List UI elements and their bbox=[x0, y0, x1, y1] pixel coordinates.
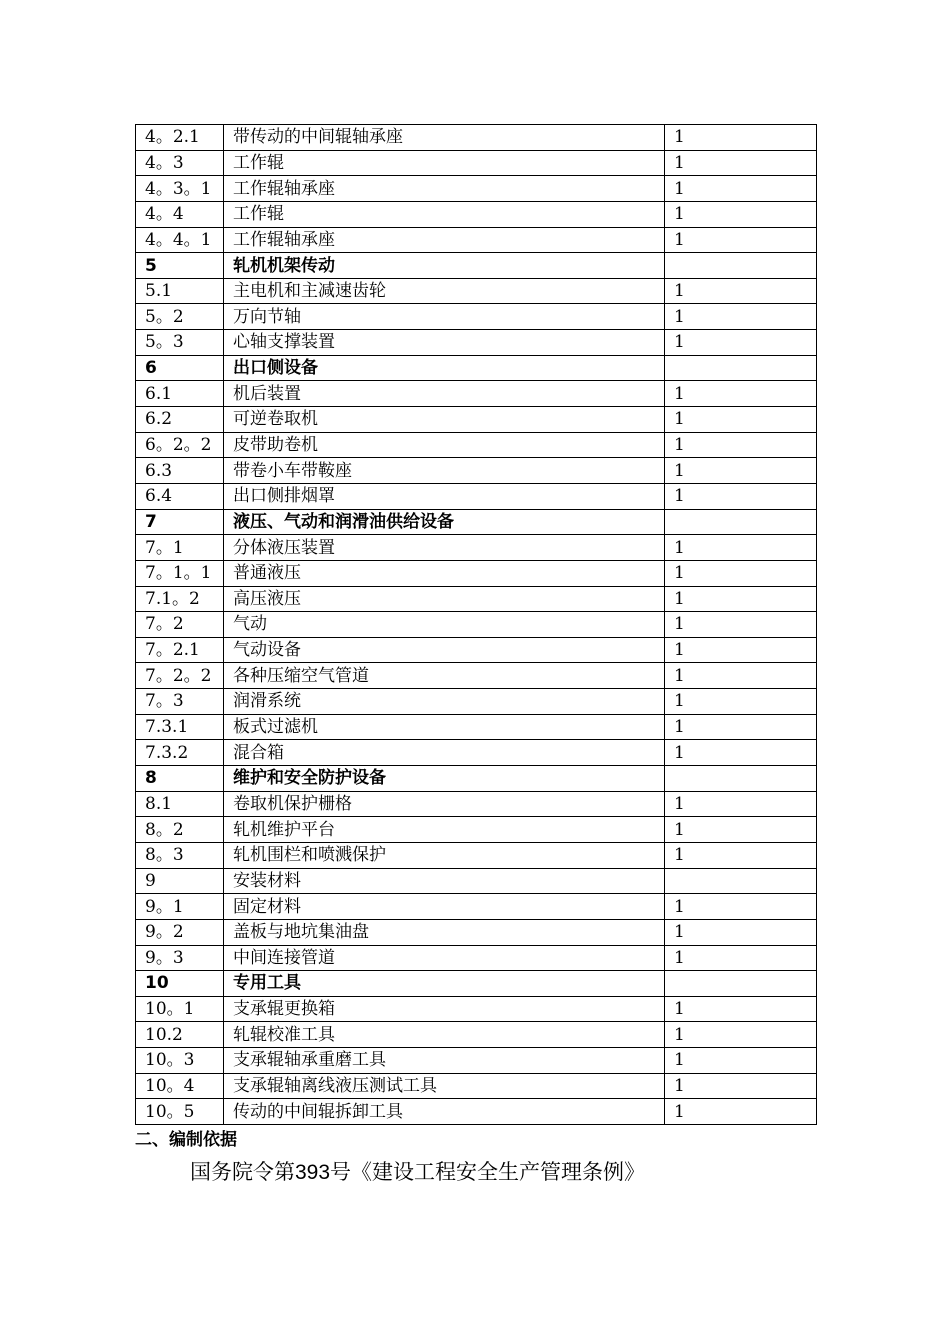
item-quantity-cell: 1 bbox=[665, 407, 817, 433]
item-quantity-cell: 1 bbox=[665, 1022, 817, 1048]
item-name-cell: 轧机维护平台 bbox=[224, 817, 665, 843]
section-heading: 二、编制依据 bbox=[135, 1130, 237, 1150]
item-name-cell: 各种压缩空气管道 bbox=[224, 663, 665, 689]
item-name-cell: 皮带助卷机 bbox=[224, 432, 665, 458]
table-row bbox=[136, 483, 817, 509]
item-quantity-cell: 1 bbox=[665, 714, 817, 740]
item-number-cell: 10 bbox=[136, 971, 224, 997]
item-quantity-cell: 1 bbox=[665, 842, 817, 868]
item-quantity-cell: 1 bbox=[665, 330, 817, 356]
table-row bbox=[136, 1022, 817, 1048]
item-number-cell: 7。1。1 bbox=[136, 560, 224, 586]
item-number-cell: 4。2.1 bbox=[136, 125, 224, 151]
table-row bbox=[136, 868, 817, 894]
item-name-cell: 普通液压 bbox=[224, 560, 665, 586]
table-row bbox=[136, 125, 817, 151]
item-quantity-cell: 1 bbox=[665, 227, 817, 253]
item-number-cell: 5。3 bbox=[136, 330, 224, 356]
item-quantity-cell bbox=[665, 766, 817, 792]
item-name-cell: 液压、气动和润滑油供给设备 bbox=[224, 509, 665, 535]
item-name-cell: 可逆卷取机 bbox=[224, 407, 665, 433]
item-quantity-cell: 1 bbox=[665, 612, 817, 638]
item-name-cell: 中间连接管道 bbox=[224, 945, 665, 971]
table-row bbox=[136, 637, 817, 663]
item-name-cell: 气动设备 bbox=[224, 637, 665, 663]
table-row bbox=[136, 304, 817, 330]
item-quantity-cell bbox=[665, 868, 817, 894]
item-quantity-cell: 1 bbox=[665, 689, 817, 715]
item-name-cell: 工作辊轴承座 bbox=[224, 227, 665, 253]
item-quantity-cell: 1 bbox=[665, 791, 817, 817]
item-quantity-cell: 1 bbox=[665, 637, 817, 663]
item-name-cell: 混合箱 bbox=[224, 740, 665, 766]
item-number-cell: 5。2 bbox=[136, 304, 224, 330]
table-row bbox=[136, 663, 817, 689]
item-quantity-cell: 1 bbox=[665, 483, 817, 509]
item-number-cell: 8.1 bbox=[136, 791, 224, 817]
table-row bbox=[136, 945, 817, 971]
item-number-cell: 9。1 bbox=[136, 894, 224, 920]
item-number-cell: 8。2 bbox=[136, 817, 224, 843]
item-number-cell: 8 bbox=[136, 766, 224, 792]
table-row bbox=[136, 150, 817, 176]
table-row bbox=[136, 560, 817, 586]
item-number-cell: 6.4 bbox=[136, 483, 224, 509]
item-number-cell: 10。1 bbox=[136, 996, 224, 1022]
item-number-cell: 6。2。2 bbox=[136, 432, 224, 458]
item-number-cell: 5 bbox=[136, 253, 224, 279]
item-name-cell: 心轴支撑装置 bbox=[224, 330, 665, 356]
item-quantity-cell bbox=[665, 971, 817, 997]
item-number-cell: 6.2 bbox=[136, 407, 224, 433]
item-name-cell: 主电机和主减速齿轮 bbox=[224, 278, 665, 304]
equipment-table bbox=[135, 124, 817, 1125]
item-name-cell: 工作辊轴承座 bbox=[224, 176, 665, 202]
item-quantity-cell: 1 bbox=[665, 381, 817, 407]
item-name-cell: 工作辊 bbox=[224, 150, 665, 176]
table-row bbox=[136, 894, 817, 920]
item-number-cell: 10。4 bbox=[136, 1073, 224, 1099]
table-row bbox=[136, 791, 817, 817]
item-quantity-cell: 1 bbox=[665, 176, 817, 202]
item-quantity-cell: 1 bbox=[665, 432, 817, 458]
item-name-cell: 轧机机架传动 bbox=[224, 253, 665, 279]
table-row bbox=[136, 1099, 817, 1125]
item-number-cell: 4。3。1 bbox=[136, 176, 224, 202]
item-name-cell: 维护和安全防护设备 bbox=[224, 766, 665, 792]
item-quantity-cell: 1 bbox=[665, 1099, 817, 1125]
item-quantity-cell: 1 bbox=[665, 278, 817, 304]
table-row bbox=[136, 714, 817, 740]
item-name-cell: 盖板与地坑集油盘 bbox=[224, 919, 665, 945]
table-row bbox=[136, 996, 817, 1022]
table-row bbox=[136, 1048, 817, 1074]
item-number-cell: 9 bbox=[136, 868, 224, 894]
item-name-cell: 轧辊校准工具 bbox=[224, 1022, 665, 1048]
item-name-cell: 传动的中间辊拆卸工具 bbox=[224, 1099, 665, 1125]
item-quantity-cell: 1 bbox=[665, 663, 817, 689]
table-row bbox=[136, 458, 817, 484]
item-quantity-cell: 1 bbox=[665, 125, 817, 151]
item-number-cell: 4。4。1 bbox=[136, 227, 224, 253]
item-quantity-cell: 1 bbox=[665, 201, 817, 227]
item-quantity-cell: 1 bbox=[665, 817, 817, 843]
item-name-cell: 支承辊轴离线液压测试工具 bbox=[224, 1073, 665, 1099]
table-row bbox=[136, 176, 817, 202]
table-row bbox=[136, 278, 817, 304]
item-number-cell: 5.1 bbox=[136, 278, 224, 304]
table-row bbox=[136, 740, 817, 766]
table-row bbox=[136, 817, 817, 843]
table-row bbox=[136, 689, 817, 715]
item-quantity-cell bbox=[665, 509, 817, 535]
item-quantity-cell: 1 bbox=[665, 894, 817, 920]
item-quantity-cell: 1 bbox=[665, 740, 817, 766]
item-number-cell: 6 bbox=[136, 355, 224, 381]
table-section-row bbox=[136, 766, 817, 792]
item-quantity-cell bbox=[665, 253, 817, 279]
item-number-cell: 10。3 bbox=[136, 1048, 224, 1074]
table-row bbox=[136, 432, 817, 458]
item-number-cell: 7。2。2 bbox=[136, 663, 224, 689]
item-number-cell: 6.3 bbox=[136, 458, 224, 484]
item-name-cell: 高压液压 bbox=[224, 586, 665, 612]
table-section-row bbox=[136, 509, 817, 535]
equipment-table-body bbox=[136, 125, 817, 1125]
item-name-cell: 专用工具 bbox=[224, 971, 665, 997]
table-section-row bbox=[136, 971, 817, 997]
item-name-cell: 带传动的中间辊轴承座 bbox=[224, 125, 665, 151]
item-name-cell: 万向节轴 bbox=[224, 304, 665, 330]
item-number-cell: 6.1 bbox=[136, 381, 224, 407]
table-row bbox=[136, 535, 817, 561]
item-number-cell: 9。3 bbox=[136, 945, 224, 971]
item-number-cell: 7。2.1 bbox=[136, 637, 224, 663]
item-number-cell: 4。4 bbox=[136, 201, 224, 227]
table-row bbox=[136, 586, 817, 612]
item-number-cell: 7.3.1 bbox=[136, 714, 224, 740]
item-number-cell: 7。2 bbox=[136, 612, 224, 638]
item-number-cell: 4。3 bbox=[136, 150, 224, 176]
item-name-cell: 安装材料 bbox=[224, 868, 665, 894]
item-number-cell: 10。5 bbox=[136, 1099, 224, 1125]
item-number-cell: 7.1。2 bbox=[136, 586, 224, 612]
item-number-cell: 10.2 bbox=[136, 1022, 224, 1048]
item-name-cell: 工作辊 bbox=[224, 201, 665, 227]
item-name-cell: 板式过滤机 bbox=[224, 714, 665, 740]
item-name-cell: 支承辊轴承重磨工具 bbox=[224, 1048, 665, 1074]
table-row bbox=[136, 381, 817, 407]
item-quantity-cell: 1 bbox=[665, 535, 817, 561]
item-name-cell: 带卷小车带鞍座 bbox=[224, 458, 665, 484]
table-row bbox=[136, 227, 817, 253]
table-section-row bbox=[136, 253, 817, 279]
item-quantity-cell bbox=[665, 355, 817, 381]
item-quantity-cell: 1 bbox=[665, 150, 817, 176]
item-name-cell: 出口侧排烟罩 bbox=[224, 483, 665, 509]
item-name-cell: 固定材料 bbox=[224, 894, 665, 920]
item-number-cell: 7 bbox=[136, 509, 224, 535]
item-quantity-cell: 1 bbox=[665, 945, 817, 971]
item-name-cell: 支承辊更换箱 bbox=[224, 996, 665, 1022]
basis-prefix: 国务院令第 bbox=[190, 1160, 295, 1184]
item-name-cell: 机后装置 bbox=[224, 381, 665, 407]
item-name-cell: 卷取机保护栅格 bbox=[224, 791, 665, 817]
item-name-cell: 润滑系统 bbox=[224, 689, 665, 715]
item-quantity-cell: 1 bbox=[665, 586, 817, 612]
table-row bbox=[136, 842, 817, 868]
item-quantity-cell: 1 bbox=[665, 304, 817, 330]
item-quantity-cell: 1 bbox=[665, 560, 817, 586]
item-number-cell: 9。2 bbox=[136, 919, 224, 945]
basis-suffix: 号《建设工程安全生产管理条例》 bbox=[330, 1160, 646, 1184]
item-number-cell: 7.3.2 bbox=[136, 740, 224, 766]
item-quantity-cell: 1 bbox=[665, 1048, 817, 1074]
item-number-cell: 7。1 bbox=[136, 535, 224, 561]
item-quantity-cell: 1 bbox=[665, 919, 817, 945]
item-name-cell: 出口侧设备 bbox=[224, 355, 665, 381]
item-quantity-cell: 1 bbox=[665, 996, 817, 1022]
item-quantity-cell: 1 bbox=[665, 1073, 817, 1099]
table-row bbox=[136, 919, 817, 945]
item-quantity-cell: 1 bbox=[665, 458, 817, 484]
table-section-row bbox=[136, 355, 817, 381]
table-row bbox=[136, 1073, 817, 1099]
item-number-cell: 8。3 bbox=[136, 842, 224, 868]
item-name-cell: 分体液压装置 bbox=[224, 535, 665, 561]
item-name-cell: 轧机围栏和喷溅保护 bbox=[224, 842, 665, 868]
table-row bbox=[136, 201, 817, 227]
table-row bbox=[136, 612, 817, 638]
table-row bbox=[136, 330, 817, 356]
basis-line bbox=[190, 1156, 645, 1189]
item-number-cell: 7。3 bbox=[136, 689, 224, 715]
basis-number: 393 bbox=[295, 1161, 331, 1184]
item-name-cell: 气动 bbox=[224, 612, 665, 638]
table-row bbox=[136, 407, 817, 433]
